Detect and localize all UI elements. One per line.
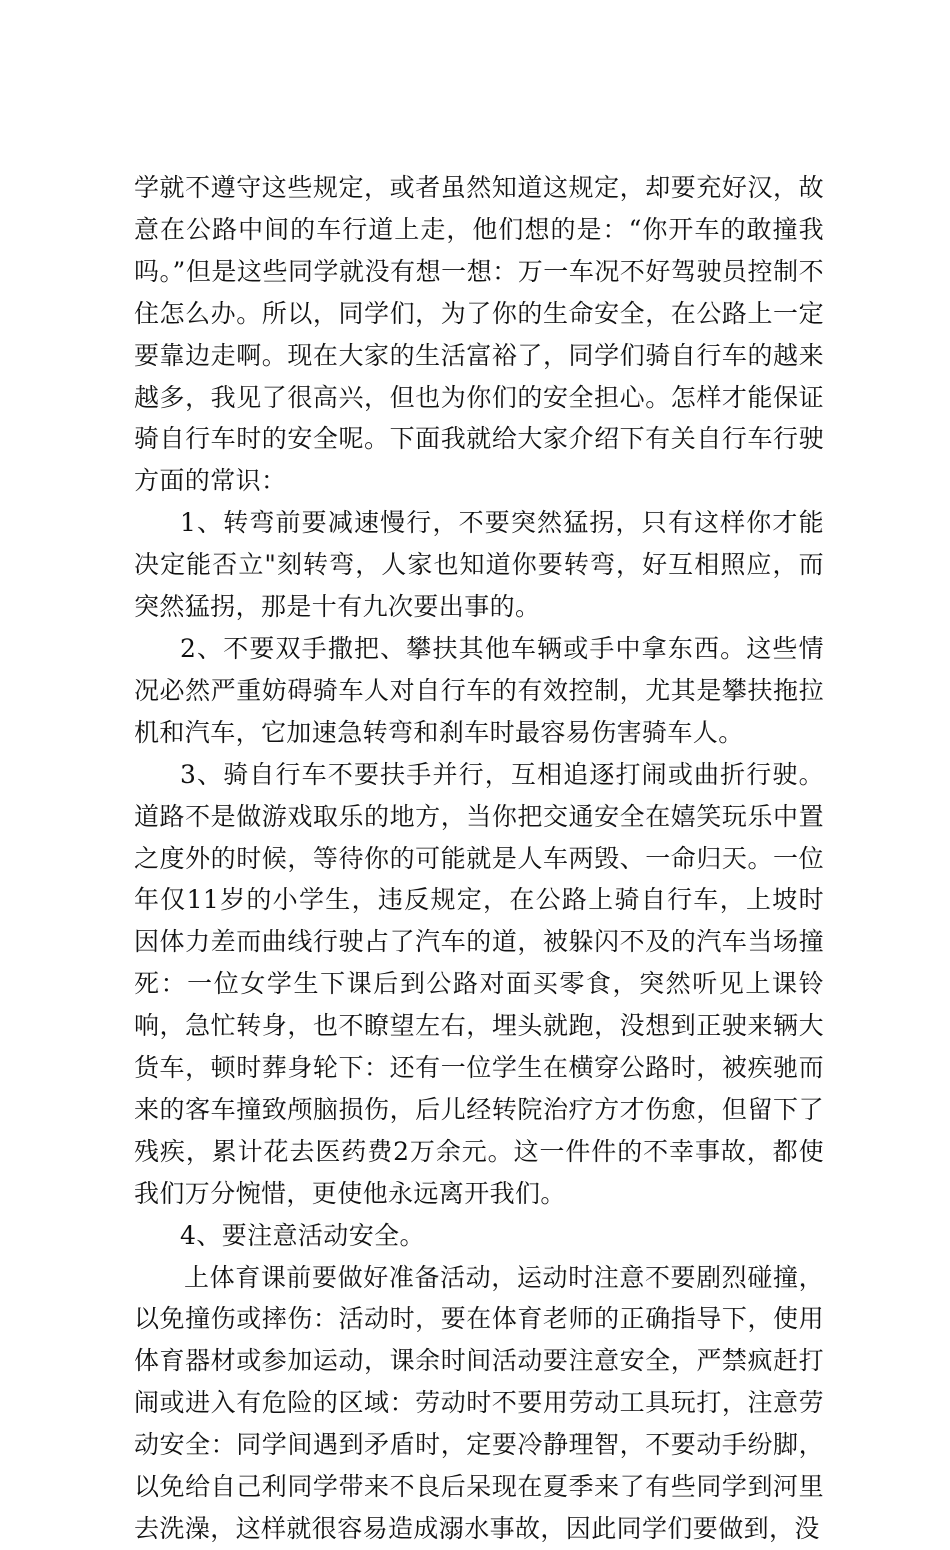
paragraph-rule-1-turning: 1、转弯前要减速慢行，不要突然猛拐，只有这样你才能决定能否立"刻转弯，人家也知道你要转弯，好互相照应，而突然猛拐，那是十有九次要出事的。 (134, 508, 824, 622)
paragraph-rule-3-side-by-side: 3、骑自行车不要扶手并行，互相追逐打闹或曲折行驶。道路不是做游戏取乐的地方，当你把交通安全在嬉笑玩乐中置之度外的时候，等待你的可能就是人车两毁、一命归天。一位年仅11岁的小学生，违反规定，在公路上骑自行车，上坡时因体力差而曲线行驶占了汽车的道，被躲闪不及的汽车当场撞死：一位女学生下课后到公路对面买零食，突然听见上课铃响，急忙转身，也不瞭望左右，埋头就跑，没想到正驶来辆大货车，顿时葬身轮下：还有一位学生在横穿公路时，被疾驰而来的客车撞致颅脑损伤，后儿经转院治疗方才伤愈，但留下了残疾，累计花去医药费2万余元。这一件件的不幸事故，都使我们万分惋惜，更使他永远离开我们。 (134, 759, 824, 1208)
paragraph-continued: 学就不遵守这些规定，或者虽然知道这规定，却要充好汉，故意在公路中间的车行道上走，他们想的是：“你开车的敢撞我吗。”但是这些同学就没有想一想：万一车况不好驾驶员控制不住怎么办。所以，同学们，为了你的生命安全，在公路上一定要靠边走啊。现在大家的生活富裕了，同学们骑自行车的越来越多，我见了很高兴，但也为你们的安全担心。怎样才能保证骑自行车时的安全呢。下面我就给大家介绍下有关自行车行驶方面的常识： (134, 173, 824, 496)
paragraph-rule-2-hands: 2、不要双手撒把、攀扶其他车辆或手中拿东西。这些情况必然严重妨碍骑车人对自行车的有效控制，尤其是攀扶拖拉机和汽车，它加速急转弯和刹车时最容易伤害骑车人。 (134, 633, 824, 747)
paragraph-activity-details: 上体育课前要做好准备活动，运动时注意不要剧烈碰撞，以免撞伤或摔伤：活动时，要在体育老师的正确指导下，使用体育器材或参加运动，课余时间活动要注意安全，严禁疯赶打闹或进入有危险的区域：劳动时不要用劳动工具玩打，注意劳动安全：同学间遇到矛盾时，定要冷静理智，不要动手纷脚，以免给自己利同学带来不良后呆现在夏季来了有些同学到河里去洗澡，这样就很容易造成溺水事故，因此同学们要做到，没 (134, 1262, 824, 1543)
document-body (134, 167, 824, 1550)
paragraph-rule-4-activity: 4、要注意活动安全。 (180, 1220, 425, 1250)
